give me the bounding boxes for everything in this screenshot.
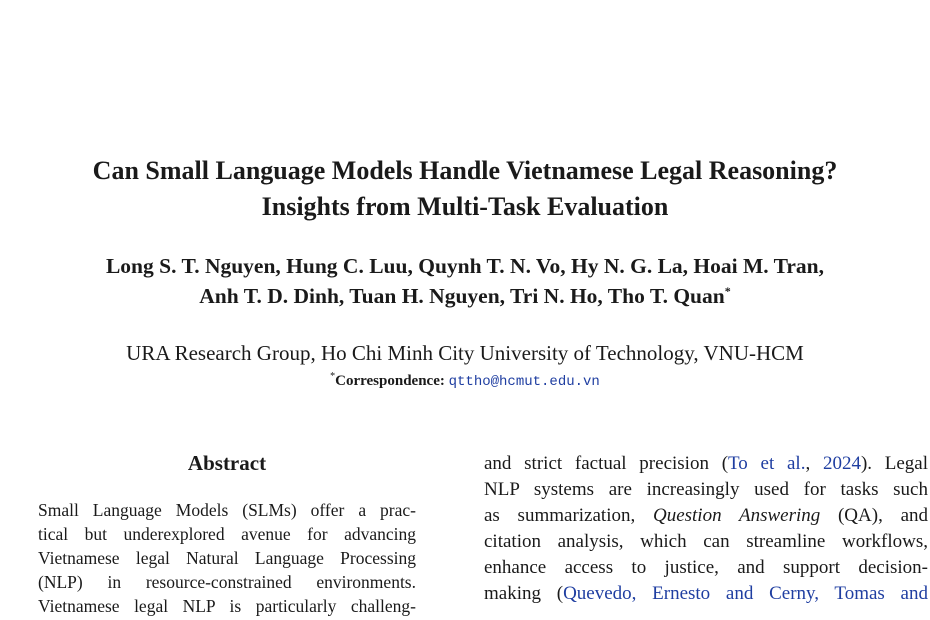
author-name: Tuan H. Nguyen — [349, 284, 500, 308]
intro-line-1: and strict factual precision (To et al., 2024). Legal — [484, 453, 928, 474]
emphasis-text: Question Answering — [652, 505, 821, 526]
abstract-line: Small Language Models (SLMs) offer a prac- — [38, 500, 416, 520]
author-name: Tri N. Ho — [510, 284, 598, 308]
affiliation: URA Research Group, Ho Chi Minh City University of Technology, VNU-HCM — [126, 341, 804, 365]
author-separator: , — [338, 284, 350, 308]
correspondence-label: Correspondence: — [335, 373, 445, 389]
intro-line-5: enhance access to justice, and support decision- — [484, 557, 928, 578]
citation-link[interactable]: To et al. — [728, 453, 806, 474]
abstract-heading: Abstract — [187, 451, 267, 475]
abstract-line: Vietnamese legal NLP is particularly challeng- — [38, 596, 416, 616]
author-separator: , — [597, 284, 608, 308]
corresponding-author-mark: * — [724, 283, 731, 298]
correspondence — [0, 369, 930, 394]
intro-line-2: NLP systems are increasingly used for tasks such — [484, 479, 928, 500]
author-separator: , — [499, 284, 511, 308]
abstract-line: (NLP) in resource-constrained environments. — [38, 572, 416, 592]
intro-line-6: making (Quevedo, Ernesto and Cerny, Tomas and — [484, 583, 928, 604]
author-name: Tho T. Quan — [607, 284, 725, 308]
intro-line-3: as summarization, Question Answering (QA), and — [484, 505, 928, 526]
intro-line-4: citation analysis, which can streamline workflows, — [484, 531, 928, 552]
correspondence-email-link[interactable]: qttho@hcmut.edu.vn — [448, 374, 600, 390]
paper-title-line-1: Can Small Language Models Handle Vietnamese Legal Reasoning? — [92, 156, 838, 185]
paper-title-line-2: Insights from Multi-Task Evaluation — [261, 192, 669, 221]
citation-year-link[interactable]: 2024 — [822, 453, 861, 474]
abstract-line: tical but underexplored avenue for advancing — [38, 524, 416, 544]
citation-link[interactable]: Quevedo, Ernesto and Cerny, Tomas and — [563, 583, 928, 604]
author-list-line-1: Long S. T. Nguyen, Hung C. Luu, Quynh T. N. Vo, Hy N. G. La, Hoai M. Tran, — [105, 254, 825, 278]
abstract-line: Vietnamese legal Natural Language Processing — [38, 548, 416, 568]
author-list-line-2 — [0, 281, 930, 311]
correspondence-mark: * — [330, 371, 336, 382]
author-name: Anh T. D. Dinh — [199, 284, 339, 308]
